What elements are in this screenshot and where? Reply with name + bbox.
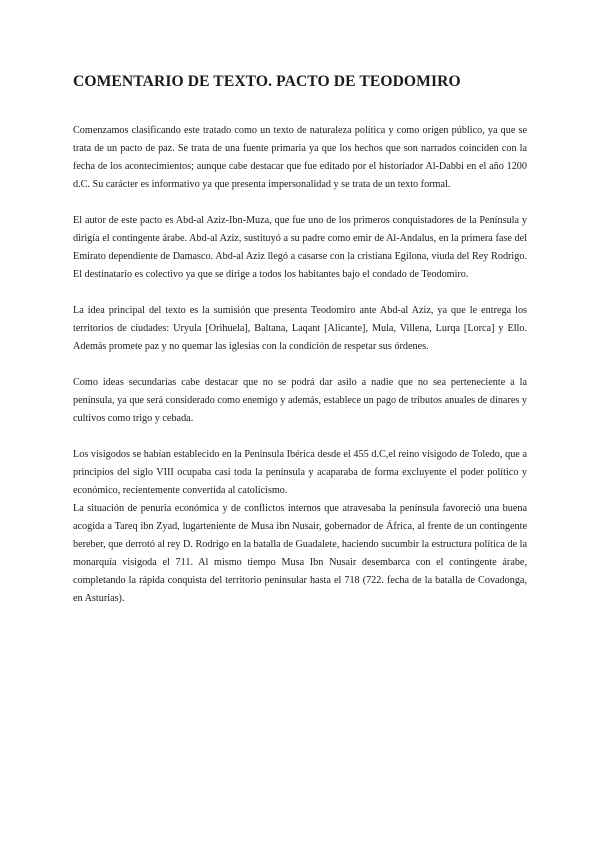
- paragraph-secondary-ideas: Como ideas secundarias cabe destacar que no se podrá dar asilo a nadie que no sea perteneciente a la península, ya que será considerado como enemigo y además, establece un pago de tributos anuales de dinares y cultivos como trigo y cebada.: [73, 377, 527, 424]
- paragraph-main-idea: La idea principal del texto es la sumisión que presenta Teodomiro ante Abd-al Aziz, ya que le entrega los territorios de ciudades: Uryula [Orihuela], Baltana, Laqant [Alicante], Mula, Villena, Lurqa [Lorca] y Ello. Además promete paz y no quemar las iglesias con la condición de respetar sus órdenes.: [73, 305, 527, 352]
- paragraph-author: El autor de este pacto es Abd-al Aziz-Ibn-Muza, que fue uno de los primeros conquistadores de la Península y dirigía el contingente árabe. Abd-al Aziz, sustituyó a su padre como emir de Al-Andalus, en la primera fase del Emirato dependiente de Damasco. Abd-al Aziz llegó a casarse con la cristiana Egilona, viuda del Rey Rodrigo. El destinatario es colectivo ya que se dirige a todos los habitantes bajo el condado de Teodomiro.: [73, 215, 527, 280]
- paragraph-classification: Comenzamos clasificando este tratado como un texto de naturaleza política y como origen público, ya que se trata de un pacto de paz. Se trata de una fuente primaria ya que los hechos que son narrados coinciden con la fecha de los acontecimientos; aunque cabe destacar que fue editado por el historiador Al-Dabbi en el año 1200 d.C. Su carácter es informativo ya que presenta impersonalidad y se trata de un texto formal.: [73, 125, 527, 190]
- paragraph-conquest: La situación de penuria económica y de conflictos internos que atravesaba la península favoreció una buena acogida a Tareq ibn Zyad, lugarteniente de Musa ibn Nusair, gobernador de África, al frente de un contingente bereber, que derrotó al rey D. Rodrigo en la batalla de Guadalete, haciendo sucumbir la estructura política de la monarquía visigoda el 711. Al mismo tiempo Musa Ibn Nusair desembarca con el contingente árabe, completando la rápida conquista del territorio peninsular hasta el 718 (722. fecha de la batalla de Covadonga, en Asturias).: [73, 503, 527, 604]
- paragraph-visigoths: Los visigodos se habían establecido en la Península Ibérica desde el 455 d.C,el reino visigodo de Toledo, que a principios del siglo VIII ocupaba casi toda la península y acaparaba de forma excluyente el poder político y económico, recientemente convertida al catolicismo.: [73, 449, 527, 496]
- page-title: COMENTARIO DE TEXTO. PACTO DE TEODOMIRO: [73, 73, 461, 90]
